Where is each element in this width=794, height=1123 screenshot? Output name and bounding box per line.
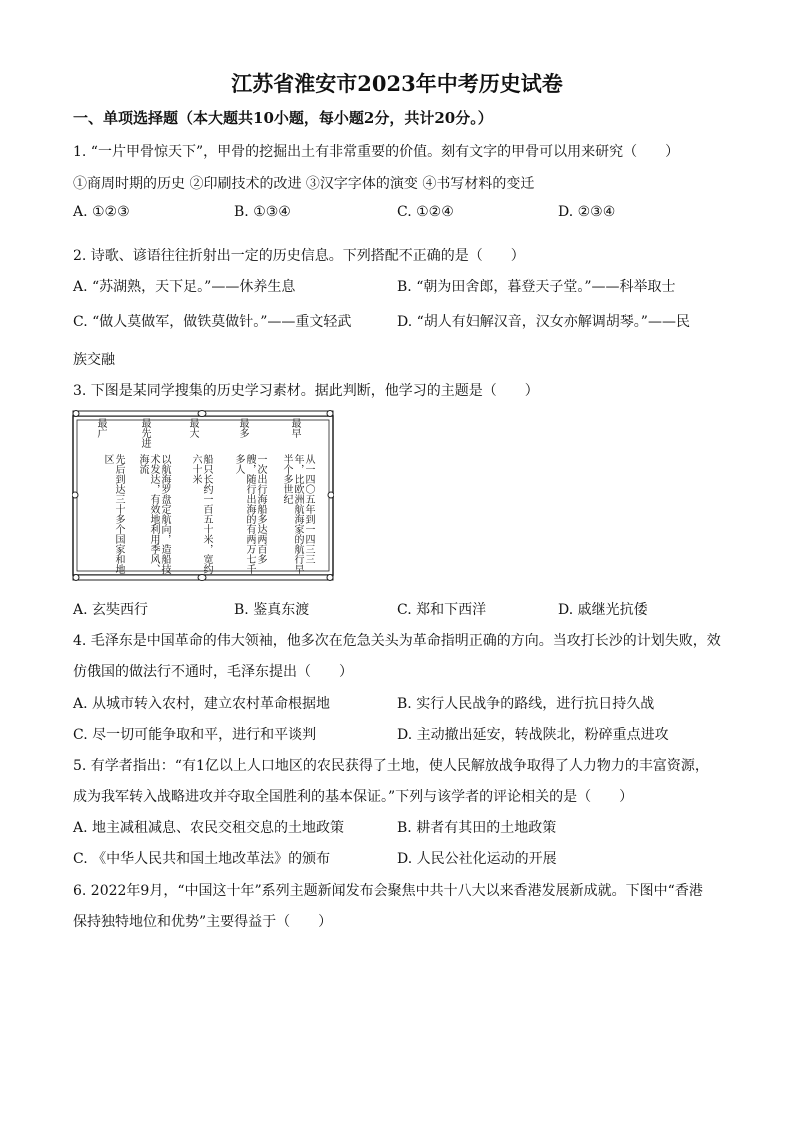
q4-stem-line1: 4. 毛泽东是中国革命的伟大领袖，他多次在危急关头为革命指明正确的方向。当攻打长沙的计划失败，效	[73, 633, 721, 649]
q5-stem-line2: 成为我军转入战略进攻并夺取全国胜利的基本保证。”下列与该学者的评论相关的是（ ）	[73, 789, 634, 805]
section-heading: 一、单项选择题（本大题共10小题，每小题2分，共计20分。）	[73, 109, 493, 127]
q5-option-b: B. 耕者有其田的土地政策	[397, 820, 557, 836]
q4-option-d: D. 主动撤出延安，转战陕北，粉碎重点进攻	[397, 727, 669, 743]
q4-option-c: C. 尽一切可能争取和平，进行和平谈判	[73, 727, 317, 743]
figure-column-body: 一次出行海船多达两百多艘，随行出海的有两万七千多人	[233, 454, 266, 574]
q3-stem: 3. 下图是某同学搜集的历史学习素材。据此判断，他学习的主题是（ ）	[73, 383, 539, 399]
q6-stem-line1: 6. 2022年9月，“中国这十年”系列主题新闻发布会聚焦中共十八大以来香港发展新成就。下图中“香港	[73, 883, 703, 899]
figure-column-head: 最先进	[139, 418, 150, 448]
figure-column-head: 最早	[289, 418, 300, 438]
figure-column-body: 先后到达三十多个国家和地区	[102, 454, 124, 574]
q2-option-b: B. “朝为田舍郎，暮登天子堂。”——科举取士	[397, 279, 676, 295]
q2-stem: 2. 诗歌、谚语往往折射出一定的历史信息。下列搭配不正确的是（ ）	[73, 248, 525, 264]
q3-option-c: C. 郑和下西洋	[397, 602, 487, 618]
q1-option-d: D. ②③④	[558, 204, 616, 220]
q1-stem-line2: ①商周时期的历史 ②印刷技术的改进 ③汉字字体的演变 ④书写材料的变迁	[73, 176, 535, 192]
figure-column-body: 以航海罗盘定航向，造船技术发达，有效地利用季风、海流	[137, 454, 170, 574]
q4-option-a: A. 从城市转入农村，建立农村革命根据地	[73, 696, 331, 712]
figure-column-body: 船只长约一百五十米，宽约六十米	[190, 454, 212, 574]
q2-option-d-wrap: 族交融	[73, 352, 115, 368]
figure-column-body: 从一四〇五年到一四三三年，比欧洲航海家的航行早半个多世纪	[281, 454, 314, 574]
q5-option-a: A. 地主减租减息、农民交租交息的土地政策	[73, 820, 345, 836]
q2-option-a: A. “苏湖熟，天下足。”——休养生息	[73, 279, 296, 295]
q1-option-a: A. ①②③	[73, 204, 130, 220]
figure-column-head: 最多	[237, 418, 248, 438]
figure-column-head: 最广	[95, 418, 106, 438]
q3-option-d: D. 戚继光抗倭	[558, 602, 648, 618]
q5-option-c: C. 《中华人民共和国土地改革法》的颁布	[73, 851, 331, 867]
q5-stem-line1: 5. 有学者指出：“有1亿以上人口地区的农民获得了土地，使人民解放战争取得了人力物力的丰富资源，	[73, 758, 709, 774]
q3-option-b: B. 鉴真东渡	[234, 602, 310, 618]
page-title: 江苏省淮安市2023年中考历史试卷	[231, 71, 563, 96]
q4-option-b: B. 实行人民战争的路线，进行抗日持久战	[397, 696, 655, 712]
figure-column-most-advanced	[128, 418, 170, 573]
q5-option-d: D. 人民公社化运动的开展	[397, 851, 557, 867]
q2-option-c: C. “做人莫做军，做铁莫做针。”——重文轻武	[73, 314, 352, 330]
figure-column-head: 最大	[187, 418, 198, 438]
q6-stem-line2: 保持独特地位和优势”主要得益于（ ）	[73, 914, 333, 930]
q1-stem-line1: 1. “一片甲骨惊天下”，甲骨的挖掘出土有非常重要的价值。刻有文字的甲骨可以用来研究（ ）	[73, 144, 680, 160]
figure-column-earliest	[272, 418, 314, 573]
figure-column-largest	[176, 418, 218, 573]
scroll-figure	[72, 410, 334, 581]
figure-column-widest	[82, 418, 124, 573]
q4-stem-line2: 仿俄国的做法行不通时，毛泽东提出（ ）	[73, 664, 353, 680]
q3-option-a: A. 玄奘西行	[73, 602, 149, 618]
q2-option-d: D. “胡人有妇解汉音，汉女亦解调胡琴。”——民	[397, 314, 690, 330]
q1-option-c: C. ①②④	[397, 204, 454, 220]
q1-option-b: B. ①③④	[234, 204, 291, 220]
figure-column-most	[224, 418, 266, 573]
